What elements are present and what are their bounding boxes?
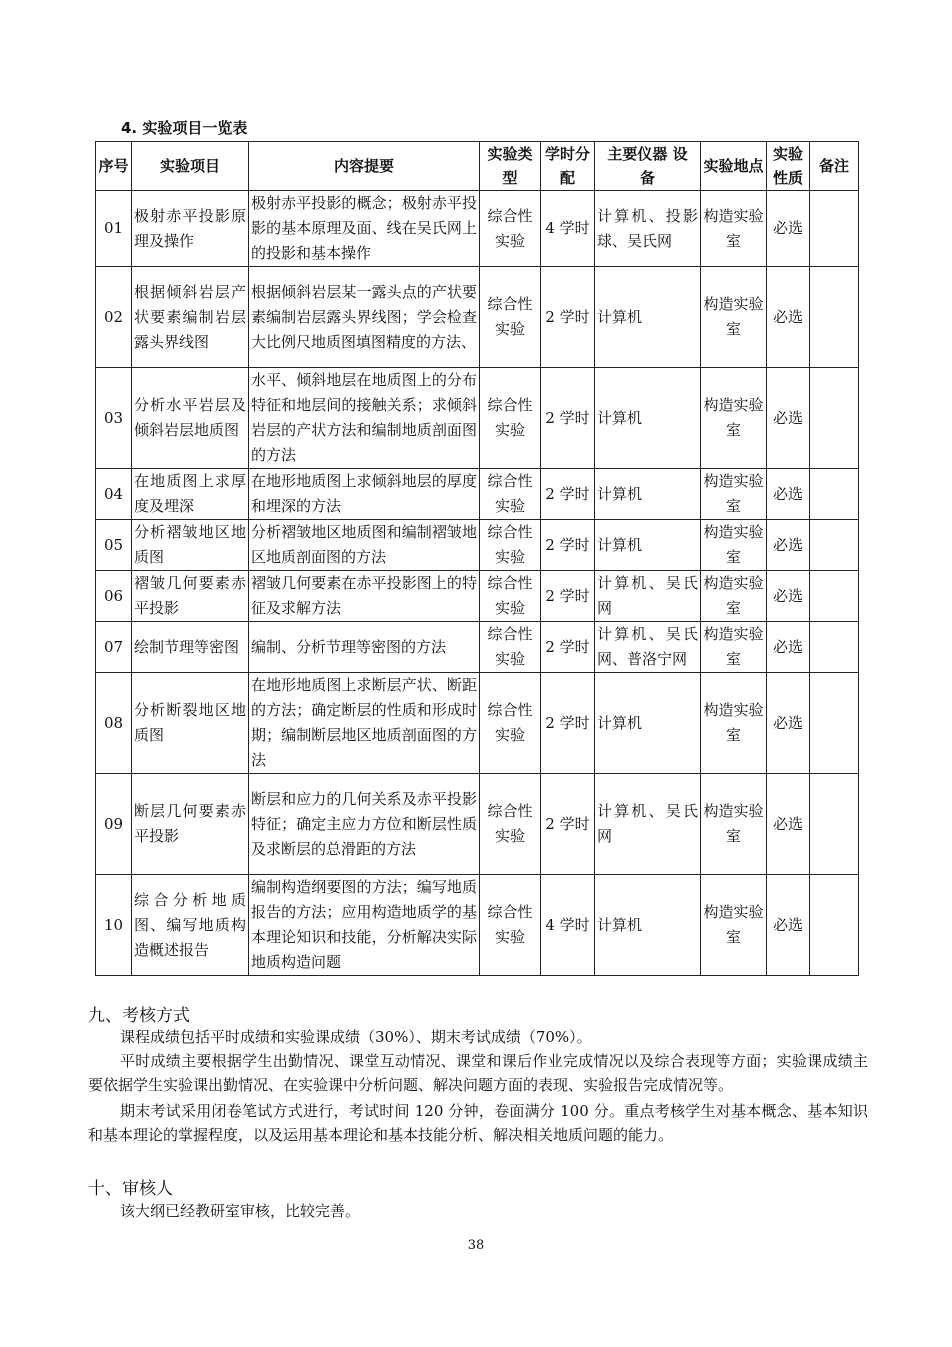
row-type: 综合性实验: [480, 571, 541, 622]
table-title: 4. 实验项目一览表: [121, 119, 248, 137]
row-equip: 计算机: [595, 469, 701, 520]
row-content: 褶皱几何要素在赤平投影图上的特征及求解方法: [249, 571, 480, 622]
row-place: 构造实验室: [701, 520, 767, 571]
row-place: 构造实验室: [701, 673, 767, 774]
section10-title: 十、审核人: [88, 1179, 173, 1199]
row-equip: 计算机: [595, 673, 701, 774]
row-nature: 必选: [767, 774, 810, 875]
row-hours: 2 学时: [541, 622, 595, 673]
row-place: 构造实验室: [701, 191, 767, 267]
section9-title: 九、考核方式: [88, 1006, 190, 1026]
row-remark: [810, 673, 859, 774]
row-type: 综合性实验: [480, 622, 541, 673]
row-no: 10: [96, 875, 132, 976]
row-no: 05: [96, 520, 132, 571]
row-nature: 必选: [767, 191, 810, 267]
row-content: 根据倾斜岩层某一露头点的产状要素编制岩层露头界线图；学会检查大比例尺地质图填图精度的方法、: [249, 267, 480, 368]
row-place: 构造实验室: [701, 622, 767, 673]
row-no: 07: [96, 622, 132, 673]
table-row: [96, 673, 859, 774]
row-content: 断层和应力的几何关系及赤平投影特征；确定主应力方位和断层性质及求断层的总滑距的方法: [249, 774, 480, 875]
row-type: 综合性实验: [480, 520, 541, 571]
row-hours: 2 学时: [541, 469, 595, 520]
page-number: 38: [467, 1238, 485, 1253]
row-no: 04: [96, 469, 132, 520]
row-equip: 计算机: [595, 267, 701, 368]
row-place: 构造实验室: [701, 774, 767, 875]
row-equip: 计算机: [595, 368, 701, 469]
header-content: 内容提要: [249, 142, 480, 191]
table-row: [96, 774, 859, 875]
row-type: 综合性实验: [480, 673, 541, 774]
row-place: 构造实验室: [701, 368, 767, 469]
row-no: 02: [96, 267, 132, 368]
row-type: 综合性实验: [480, 469, 541, 520]
table-row: [96, 875, 859, 976]
row-item: 褶皱几何要素赤平投影: [132, 571, 249, 622]
table-row: [96, 571, 859, 622]
section9-paragraph-3: 期末考试采用闭卷笔试方式进行，考试时间 120 分钟，卷面满分 100 分。重点考核学生对基本概念、基本知识和基本理论的掌握程度，以及运用基本理论和基本技能分析、解决相关地质问题的能力。: [88, 1102, 868, 1144]
table-row: [96, 267, 859, 368]
row-no: 06: [96, 571, 132, 622]
table-header-row: [96, 142, 859, 191]
row-nature: 必选: [767, 571, 810, 622]
row-place: 构造实验室: [701, 571, 767, 622]
row-remark: [810, 571, 859, 622]
row-item: 根据倾斜岩层产状要素编制岩层露头界线图: [132, 267, 249, 368]
row-type: 综合性实验: [480, 191, 541, 267]
header-hours: 学时分配: [541, 142, 595, 191]
row-item: 分析褶皱地区地质图: [132, 520, 249, 571]
row-type: 综合性实验: [480, 774, 541, 875]
header-remark: 备注: [810, 142, 859, 191]
header-equip: 主要仪器 设 备: [595, 142, 701, 191]
row-item: 断层几何要素赤平投影: [132, 774, 249, 875]
row-equip: 计算机、吴氏网、普洛宁网: [595, 622, 701, 673]
row-remark: [810, 774, 859, 875]
row-item: 分析断裂地区地质图: [132, 673, 249, 774]
row-hours: 2 学时: [541, 368, 595, 469]
row-hours: 2 学时: [541, 571, 595, 622]
row-place: 构造实验室: [701, 875, 767, 976]
row-remark: [810, 191, 859, 267]
row-item: 分析水平岩层及倾斜岩层地质图: [132, 368, 249, 469]
row-remark: [810, 469, 859, 520]
section9-paragraph-2: 平时成绩主要根据学生出勤情况、课堂互动情况、课堂和课后作业完成情况以及综合表现等方面；实验课成绩主要依据学生实验课出勤情况、在实验课中分析问题、解决问题方面的表现、实验报告完成情况等。: [88, 1052, 868, 1094]
row-content: 在地形地质图上求断层产状、断距的方法；确定断层的性质和形成时期；编制断层地区地质剖面图的方法: [249, 673, 480, 774]
row-equip: 计算机: [595, 875, 701, 976]
row-hours: 2 学时: [541, 267, 595, 368]
header-no: 序号: [96, 142, 132, 191]
row-content: 极射赤平投影的概念；极射赤平投影的基本原理及面、线在吴氏网上的投影和基本操作: [249, 191, 480, 267]
header-place: 实验地点: [701, 142, 767, 191]
row-hours: 4 学时: [541, 875, 595, 976]
row-hours: 2 学时: [541, 774, 595, 875]
header-item: 实验项目: [132, 142, 249, 191]
table-row: [96, 520, 859, 571]
row-item: 极射赤平投影原理及操作: [132, 191, 249, 267]
row-content: 分析褶皱地区地质图和编制褶皱地区地质剖面图的方法: [249, 520, 480, 571]
row-remark: [810, 267, 859, 368]
row-hours: 2 学时: [541, 673, 595, 774]
table-row: [96, 469, 859, 520]
row-nature: 必选: [767, 368, 810, 469]
row-equip: 计算机、吴氏网: [595, 774, 701, 875]
row-no: 03: [96, 368, 132, 469]
row-content: 水平、倾斜地层在地质图上的分布特征和地层间的接触关系；求倾斜岩层的产状方法和编制地质剖面图的方法: [249, 368, 480, 469]
row-no: 08: [96, 673, 132, 774]
row-content: 编制、分析节理等密图的方法: [249, 622, 480, 673]
row-no: 09: [96, 774, 132, 875]
row-place: 构造实验室: [701, 469, 767, 520]
row-nature: 必选: [767, 622, 810, 673]
row-remark: [810, 875, 859, 976]
row-nature: 必选: [767, 520, 810, 571]
row-nature: 必选: [767, 875, 810, 976]
row-equip: 计算机、吴氏网: [595, 571, 701, 622]
row-remark: [810, 368, 859, 469]
row-type: 综合性实验: [480, 875, 541, 976]
row-content: 编制构造纲要图的方法；编写地质报告的方法；应用构造地质学的基本理论知识和技能，分析解决实际地质构造问题: [249, 875, 480, 976]
row-nature: 必选: [767, 673, 810, 774]
row-hours: 2 学时: [541, 520, 595, 571]
row-type: 综合性实验: [480, 368, 541, 469]
table-row: [96, 191, 859, 267]
row-remark: [810, 520, 859, 571]
row-no: 01: [96, 191, 132, 267]
row-content: 在地形地质图上求倾斜地层的厚度和埋深的方法: [249, 469, 480, 520]
row-item: 在地质图上求厚度及埋深: [132, 469, 249, 520]
row-remark: [810, 622, 859, 673]
row-nature: 必选: [767, 267, 810, 368]
section9-paragraph-1: 课程成绩包括平时成绩和实验课成绩（30%）、期末考试成绩（70%）。: [120, 1028, 592, 1046]
row-equip: 计算机、投影球、吴氏网: [595, 191, 701, 267]
row-nature: 必选: [767, 469, 810, 520]
header-nature: 实验性质: [767, 142, 810, 191]
row-item: 综合分析地质图、编写地质构造概述报告: [132, 875, 249, 976]
experiment-table: [95, 141, 859, 976]
section10-paragraph-1: 该大纲已经教研室审核，比较完善。: [120, 1202, 361, 1220]
row-hours: 4 学时: [541, 191, 595, 267]
row-item: 绘制节理等密图: [132, 622, 249, 673]
row-place: 构造实验室: [701, 267, 767, 368]
header-type: 实验类型: [480, 142, 541, 191]
table-row: [96, 622, 859, 673]
row-type: 综合性实验: [480, 267, 541, 368]
table-row: [96, 368, 859, 469]
row-equip: 计算机: [595, 520, 701, 571]
